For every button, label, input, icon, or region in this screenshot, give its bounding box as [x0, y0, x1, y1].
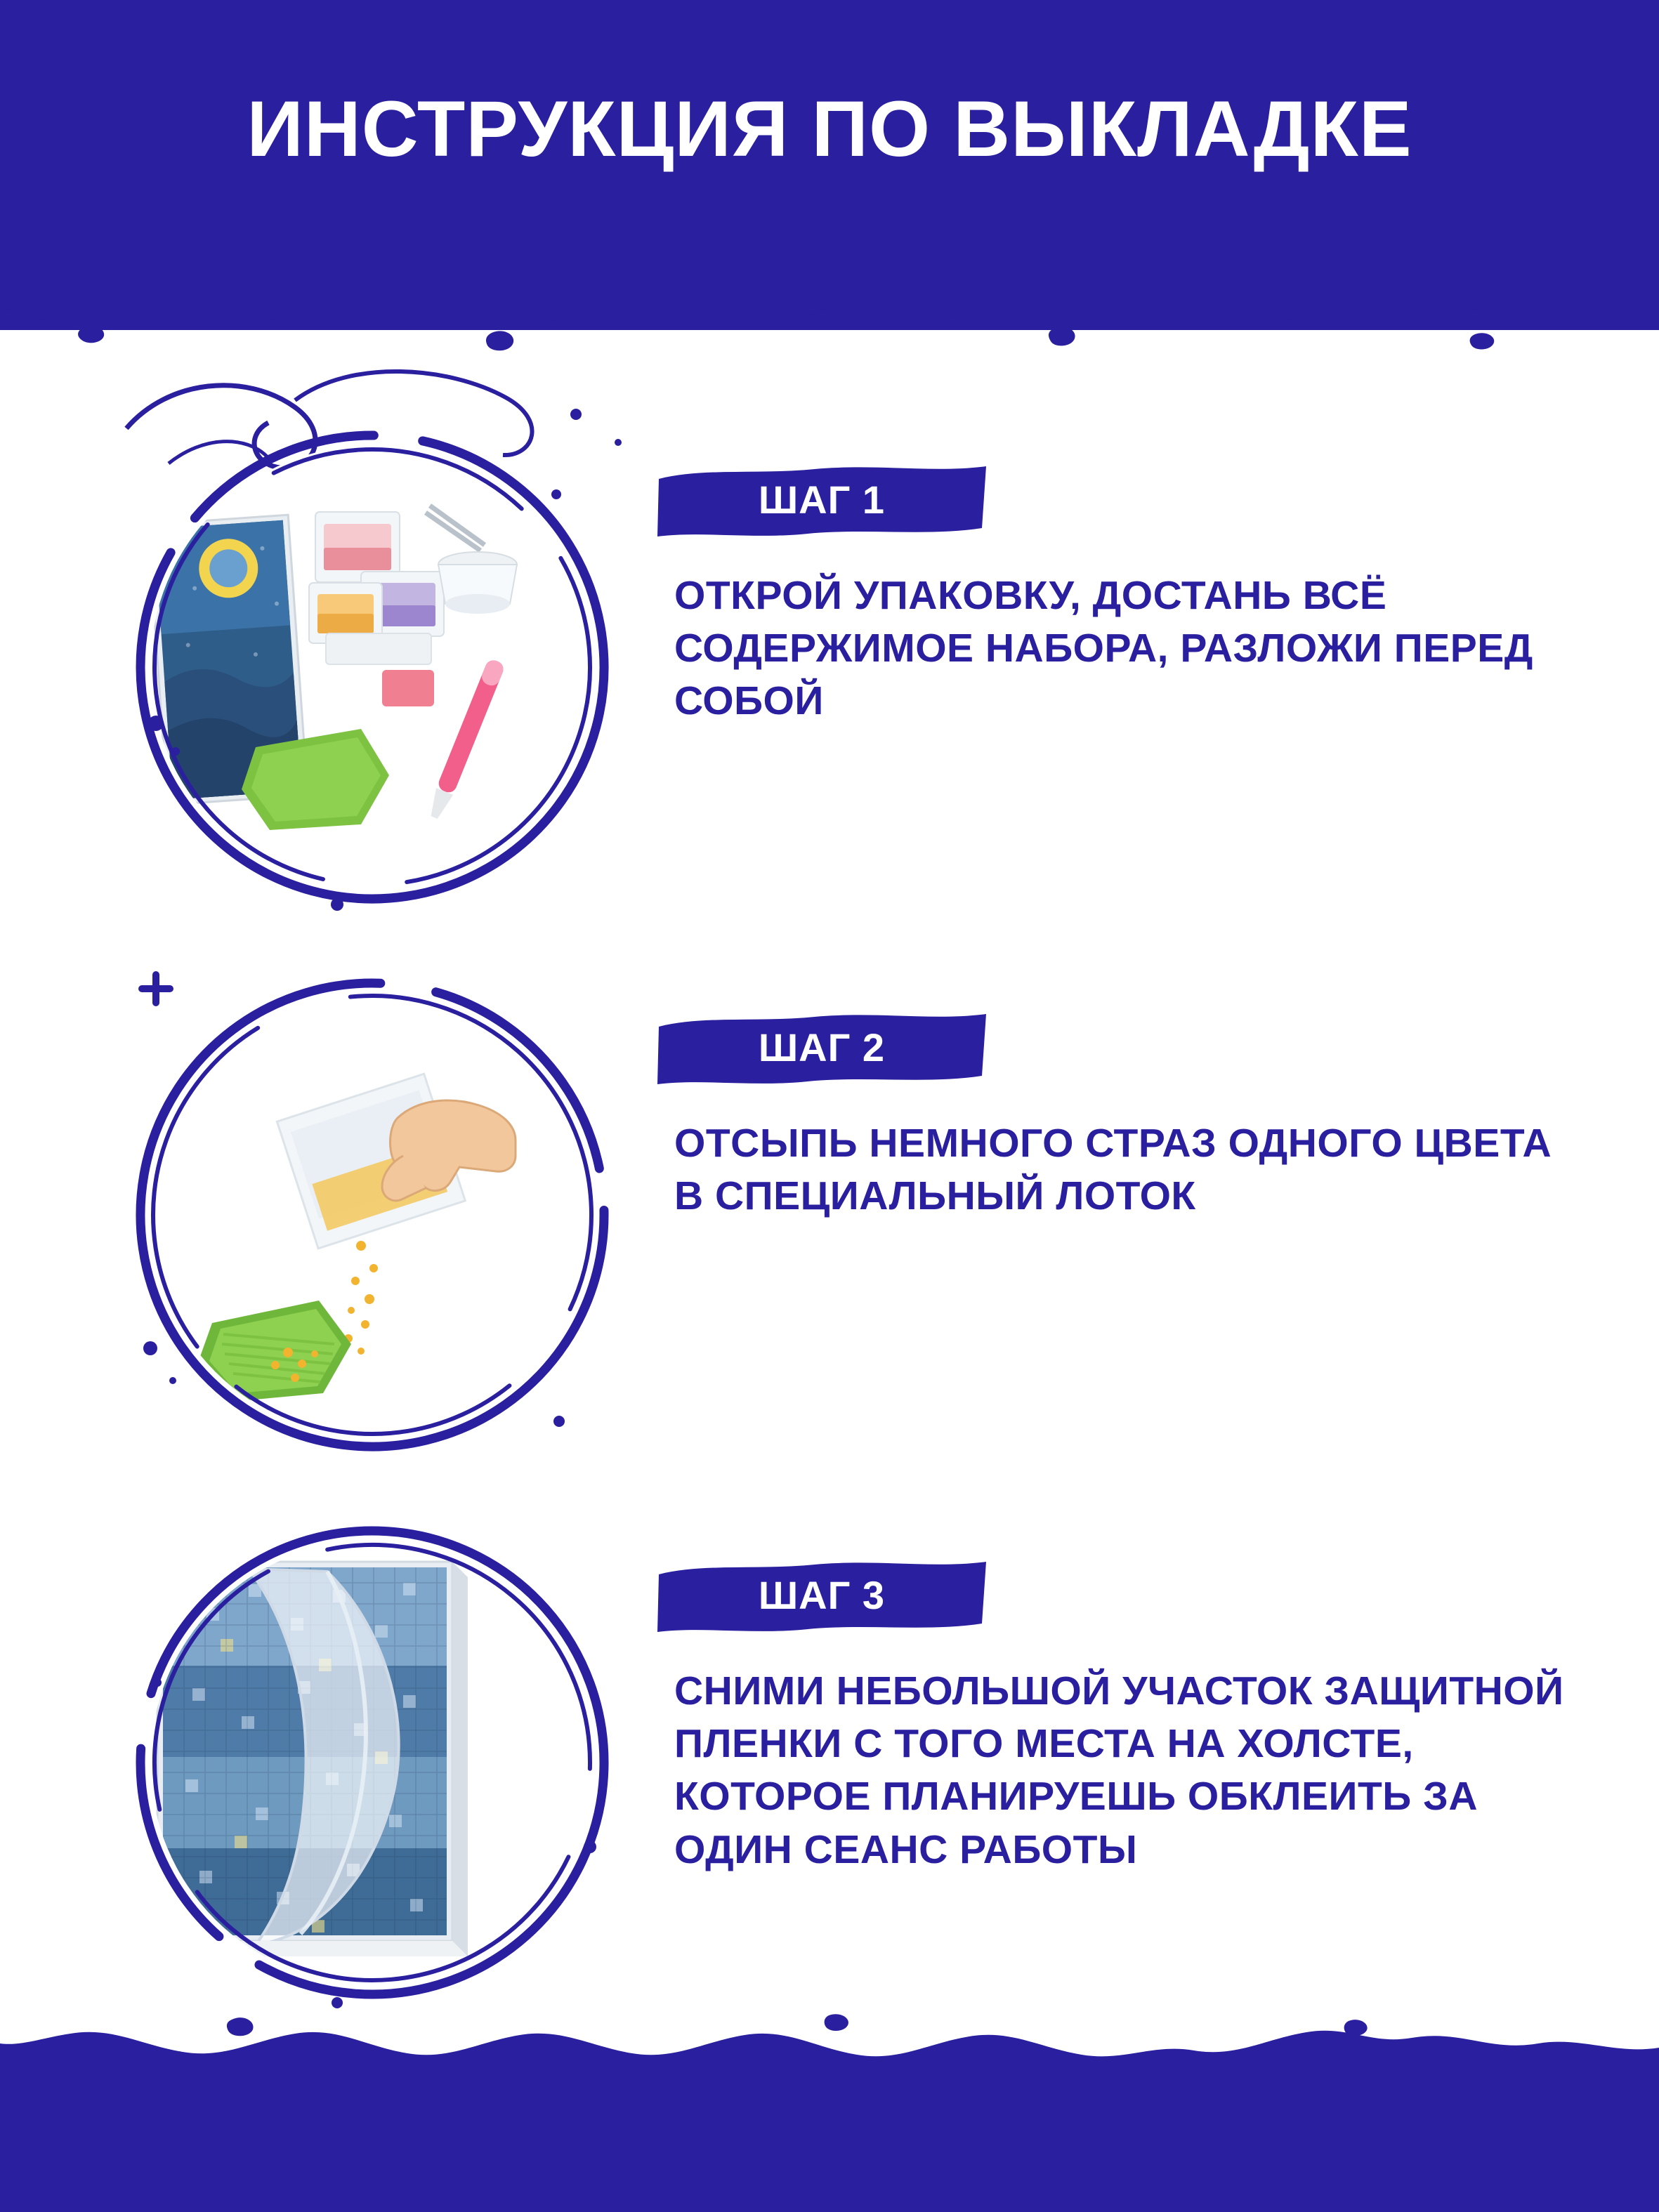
step-2-text-block — [674, 1011, 1601, 1223]
step-3-text-block — [674, 1559, 1601, 1876]
step-2-ring — [126, 969, 618, 1461]
step-1 — [0, 421, 1659, 941]
step-1-ring — [126, 421, 618, 913]
step-2-badge-label: ШАГ 2 — [758, 1025, 886, 1069]
step-1-description: ОТКРОЙ УПАКОВКУ, ДОСТАНЬ ВСЁ СОДЕРЖИМОЕ НАБОРА, РАЗЛОЖИ ПЕРЕД СОБОЙ — [674, 573, 1533, 724]
step-2-illustration — [126, 969, 618, 1461]
footer-band — [0, 2072, 1659, 2212]
step-1-illustration — [126, 421, 618, 913]
step-3-description: СНИМИ НЕБОЛЬШОЙ УЧАСТОК ЗАЩИТНОЙ ПЛЕНКИ С ТОГО МЕСТА НА ХОЛСТЕ, КОТОРОЕ ПЛАНИРУЕШЬ ОБКЛЕИТЬ ЗА ОДИН СЕАНС РАБОТЫ — [674, 1668, 1564, 1872]
step-3-badge-label: ШАГ 3 — [758, 1573, 886, 1617]
step-1-badge-label: ШАГ 1 — [758, 478, 886, 522]
page-title: ИНСТРУКЦИЯ ПО ВЫКЛАДКЕ — [247, 85, 1412, 173]
step-3 — [0, 1517, 1659, 2036]
step-2-description: ОТСЫПЬ НЕМНОГО СТРАЗ ОДНОГО ЦВЕТА В СПЕЦИАЛЬНЫЙ ЛОТОК — [674, 1121, 1552, 1219]
step-3-illustration — [126, 1517, 618, 2008]
step-2 — [0, 969, 1659, 1489]
step-1-text-block — [674, 463, 1601, 728]
step-3-ring — [126, 1517, 618, 2008]
